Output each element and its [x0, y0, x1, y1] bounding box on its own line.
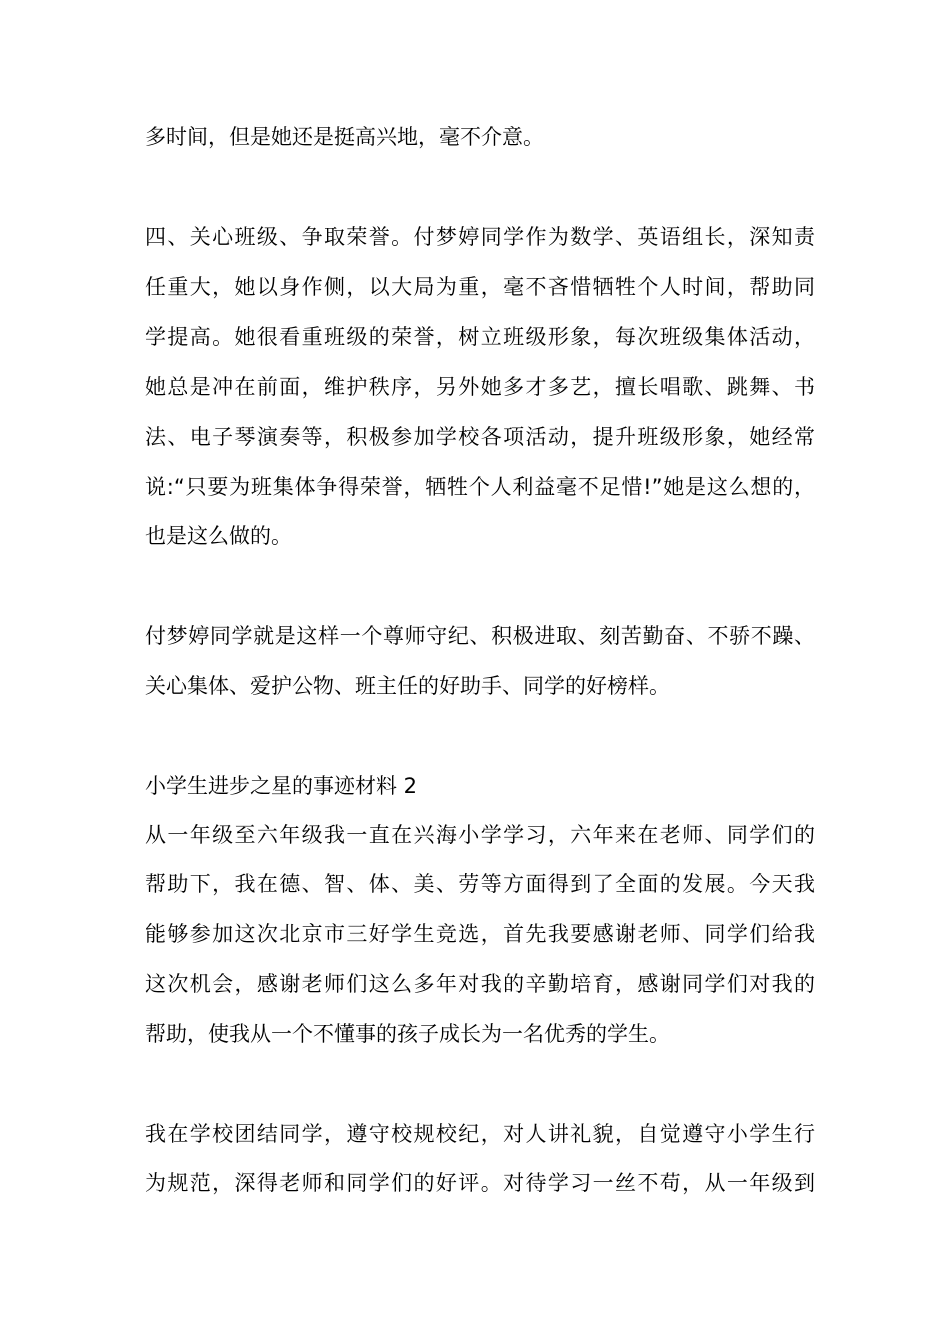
paragraph-line: 付梦婷同学就是这样一个尊师守纪、积极进取、刻苦勤奋、不骄不躁、: [145, 624, 815, 648]
paragraph-line: 帮助，使我从一个不懂事的孩子成长为一名优秀的学生。: [145, 1022, 670, 1046]
paragraph-line: 任重大，她以身作侧，以大局为重，毫不吝惜牺牲个人时间，帮助同: [145, 275, 815, 299]
paragraph-line: 关心集体、爱护公物、班主任的好助手、同学的好榜样。: [145, 674, 670, 698]
section-heading: 小学生进步之星的事迹材料 2: [145, 774, 418, 798]
paragraph-line: 能够参加这次北京市三好学生竞选，首先我要感谢老师、同学们给我: [145, 922, 815, 946]
paragraph-line: 这次机会，感谢老师们这么多年对我的辛勤培育，感谢同学们对我的: [145, 972, 815, 996]
paragraph-line: 多时间，但是她还是挺高兴地，毫不介意。: [145, 125, 544, 149]
paragraph-line: 为规范，深得老师和同学们的好评。对待学习一丝不苟，从一年级到: [145, 1171, 815, 1195]
paragraph-line: 说:“只要为班集体争得荣誉，牺牲个人利益毫不足惜!”她是这么想的，: [145, 475, 815, 499]
paragraph-line: 学提高。她很看重班级的荣誉，树立班级形象，每次班级集体活动，: [145, 325, 815, 349]
paragraph-line: 她总是冲在前面，维护秩序，另外她多才多艺，擅长唱歌、跳舞、书: [145, 375, 815, 399]
paragraph-line: 帮助下，我在德、智、体、美、劳等方面得到了全面的发展。今天我: [145, 872, 815, 896]
paragraph-line: 法、电子琴演奏等，积极参加学校各项活动，提升班级形象，她经常: [145, 425, 815, 449]
paragraph-line: 也是这么做的。: [145, 524, 292, 548]
paragraph-line: 从一年级至六年级我一直在兴海小学学习，六年来在老师、同学们的: [145, 823, 815, 847]
paragraph-line: 四、关心班级、争取荣誉。付梦婷同学作为数学、英语组长，深知责: [145, 225, 815, 249]
paragraph-line: 我在学校团结同学，遵守校规校纪，对人讲礼貌，自觉遵守小学生行: [145, 1122, 815, 1146]
